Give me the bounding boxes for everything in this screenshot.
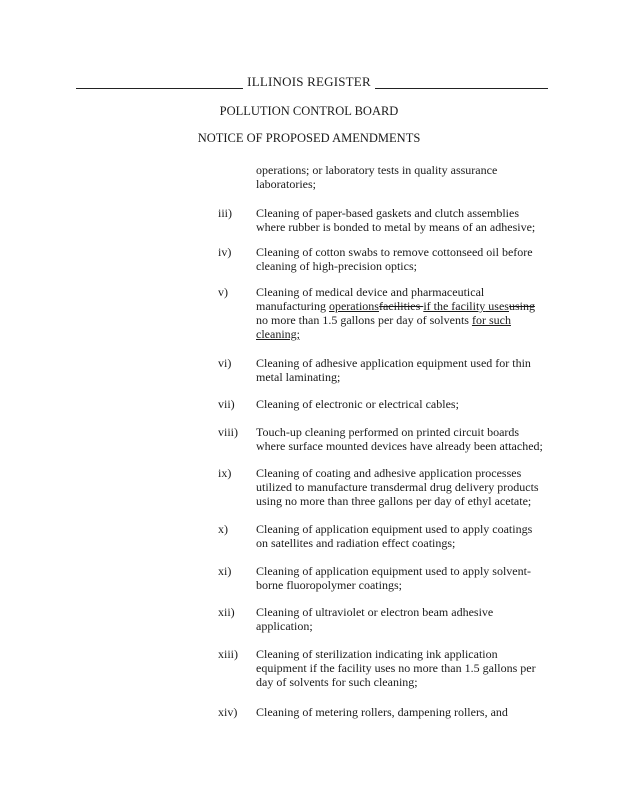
board-name: POLLUTION CONTROL BOARD [219, 104, 399, 118]
item-line: Cleaning of application equipment used to apply solvent- [256, 564, 531, 578]
inserted-text: for such [471, 313, 511, 327]
item-line: Cleaning of medical device and pharmaceutical [256, 285, 485, 299]
text-segment: no more than 1.5 gallons per day of solvents [256, 313, 472, 327]
item-line: Cleaning of coating and adhesive application processes [256, 466, 522, 480]
item-line: on satellites and radiation effect coatings; [256, 536, 456, 550]
item-line: borne fluoropolymer coatings; [256, 578, 402, 592]
item-number: xiv) [218, 705, 238, 719]
item-number: xiii) [218, 647, 238, 661]
item-number: ix) [218, 466, 232, 480]
item-line: Cleaning of sterilization indicating ink application [256, 647, 498, 661]
continuation-line: operations; or laboratory tests in quality assurance [256, 163, 498, 177]
register-title [0, 74, 618, 90]
item-line: equipment if the facility uses no more than 1.5 gallons per [256, 661, 536, 675]
inserted-text: cleaning; [256, 327, 300, 341]
item-line: using no more than three gallons per day of ethyl acetate; [256, 494, 532, 508]
item-number: xi) [218, 564, 232, 578]
text-segment: manufacturing [256, 299, 329, 313]
item-number: vi) [218, 356, 232, 370]
notice-title: NOTICE OF PROPOSED AMENDMENTS [197, 131, 421, 145]
item-line: Cleaning of ultraviolet or electron beam adhesive [256, 605, 494, 619]
item-number: xii) [218, 605, 235, 619]
item-number: x) [218, 522, 228, 536]
item-line [256, 313, 546, 327]
item-line: Cleaning of electronic or electrical cables; [256, 397, 459, 411]
item-number: vii) [218, 397, 235, 411]
item-number: iv) [218, 245, 232, 259]
item-line: cleaning of high-precision optics; [256, 259, 417, 273]
register-title-text: ILLINOIS REGISTER [243, 74, 375, 89]
deleted-text: using [508, 299, 535, 313]
item-line: Cleaning of cotton swabs to remove cottonseed oil before [256, 245, 533, 259]
deleted-text: facilities [378, 299, 424, 313]
continuation-line: laboratories; [256, 177, 316, 191]
item-line: Cleaning of metering rollers, dampening rollers, and [256, 705, 508, 719]
inserted-text: uses [485, 299, 509, 313]
item-line: where rubber is bonded to metal by means of an adhesive; [256, 220, 536, 234]
item-line: day of solvents for such cleaning; [256, 675, 418, 689]
item-line: Cleaning of adhesive application equipment used for thin [256, 356, 531, 370]
item-line [256, 327, 546, 341]
item-line: utilized to manufacture transdermal drug delivery products [256, 480, 539, 494]
inserted-text: operations [328, 299, 379, 313]
item-line [256, 299, 546, 313]
item-number: viii) [218, 425, 238, 439]
item-number: v) [218, 285, 228, 299]
item-line: where surface mounted devices have already been attached; [256, 439, 543, 453]
inserted-text: if the facility [423, 299, 486, 313]
item-line: Touch-up cleaning performed on printed circuit boards [256, 425, 520, 439]
item-line: application; [256, 619, 313, 633]
item-line: Cleaning of paper-based gaskets and clutch assemblies [256, 206, 520, 220]
item-line: Cleaning of application equipment used to apply coatings [256, 522, 533, 536]
item-number: iii) [218, 206, 232, 220]
item-line: metal laminating; [256, 370, 341, 384]
